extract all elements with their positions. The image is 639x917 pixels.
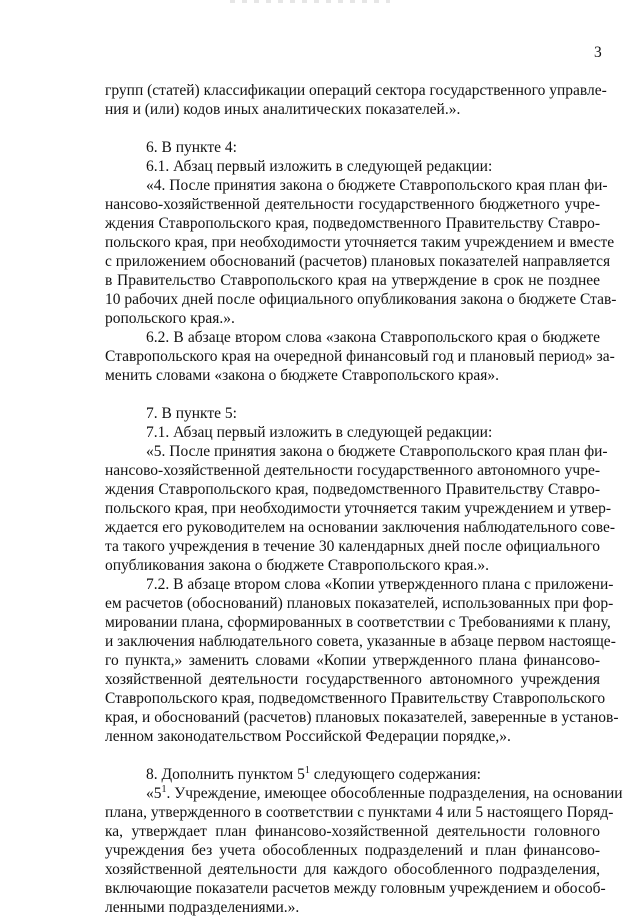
line-30: хозяйственной деятельности государственного автономного учреждения bbox=[105, 671, 600, 688]
line-7: ждения Ставропольского края, подведомственного Правительству Ставро- bbox=[105, 215, 600, 232]
line-18: «5. После принятия закона о бюджете Ставропольского края план фи- bbox=[146, 443, 608, 460]
line-26: ем расчетов (обоснований) плановых показателей, использованных при фор- bbox=[105, 595, 614, 612]
line-16: 7. В пункте 5: bbox=[146, 405, 237, 422]
line-23: та такого учреждения в течение 30 календарных дней после официального bbox=[105, 538, 600, 555]
line-28: и заключения наблюдательного совета, указанные в абзаце первом настояще- bbox=[105, 633, 616, 650]
line-2: ния и (или) кодов иных аналитических показателей.». bbox=[105, 101, 461, 118]
line-17: 7.1. Абзац первый изложить в следующей редакции: bbox=[146, 424, 493, 441]
line-25: 7.2. В абзаце втором слова «Копии утвержденного плана с приложени- bbox=[146, 576, 614, 593]
line-34-pre: 8. Дополнить пунктом 5 bbox=[146, 766, 305, 783]
line-33: ленном законодательством Российской Федерации порядке,». bbox=[105, 728, 511, 745]
line-12: ропольского края.». bbox=[105, 310, 235, 327]
line-32: края, и обоснований (расчетов) плановых показателей, заверенные в установ- bbox=[105, 709, 619, 726]
line-6: нансово-хозяйственной деятельности государственного бюджетного учре- bbox=[105, 196, 600, 213]
line-35-superscript: 1 bbox=[161, 784, 167, 795]
line-27: мировании плана, сформированных в соответствии с Требованиями к плану, bbox=[105, 614, 611, 631]
line-34 bbox=[146, 766, 600, 784]
line-34-superscript: 1 bbox=[304, 765, 310, 776]
line-31: Ставропольского края, подведомственного Правительству Ставропольского bbox=[105, 690, 606, 707]
line-11: 10 рабочих дней после официального опубликования закона о бюджете Став- bbox=[105, 291, 617, 308]
line-10: в Правительство Ставропольского края на утверждение в срок не позднее bbox=[105, 272, 600, 289]
line-38: учреждения без учета обособленных подразделений и план финансово- bbox=[105, 842, 600, 859]
line-3: 6. В пункте 4: bbox=[146, 139, 237, 156]
line-35 bbox=[146, 784, 623, 803]
line-29: го пункта,» заменить словами «Копии утвержденного плана финансово- bbox=[105, 652, 600, 669]
scan-artifact bbox=[230, 0, 390, 3]
line-13: 6.2. В абзаце втором слова «закона Ставропольского края о бюджете bbox=[146, 329, 600, 346]
line-37: ка, утверждает план финансово-хозяйственной деятельности головного bbox=[105, 823, 600, 840]
line-9: с приложением обоснований (расчетов) плановых показателей направляется bbox=[105, 253, 611, 270]
line-35-post: . Учреждение, имеющее обособленные подразделения, на основании bbox=[166, 785, 623, 802]
line-14: Ставропольского края на очередной финансовый год и плановый период» за- bbox=[105, 348, 615, 365]
line-35-pre: «5 bbox=[146, 785, 162, 802]
line-5: «4. После принятия закона о бюджете Ставропольского края план фи- bbox=[146, 177, 608, 194]
line-19: нансово-хозяйственной деятельности государственного автономного учре- bbox=[105, 462, 600, 479]
line-22: ждается его руководителем на основании заключения наблюдательного сове- bbox=[105, 519, 616, 536]
line-4: 6.1. Абзац первый изложить в следующей редакции: bbox=[146, 158, 493, 175]
line-36: плана, утвержденного в соответствии с пунктами 4 или 5 настоящего Поряд- bbox=[105, 804, 614, 821]
page-number: 3 bbox=[594, 44, 602, 61]
line-39: хозяйственной деятельности для каждого обособленного подразделения, bbox=[105, 861, 600, 878]
line-34-post: следующего содержания: bbox=[309, 766, 481, 783]
line-40: включающие показатели расчетов между головным учреждением и обособ- bbox=[105, 880, 606, 897]
line-15: менить словами «закона о бюджете Ставропольского края». bbox=[105, 367, 500, 384]
line-1: групп (статей) классификации операций сектора государственного управле- bbox=[105, 82, 607, 99]
line-41: ленными подразделениями.». bbox=[105, 899, 300, 916]
line-8: польского края, при необходимости уточняется таким учреждением и вместе bbox=[105, 234, 615, 251]
line-21: польского края, при необходимости уточняется таким учреждением и утвер- bbox=[105, 500, 611, 517]
line-24: опубликования закона о бюджете Ставропольского края.». bbox=[105, 557, 490, 574]
line-20: ждения Ставропольского края, подведомственного Правительству Ставро- bbox=[105, 481, 600, 498]
